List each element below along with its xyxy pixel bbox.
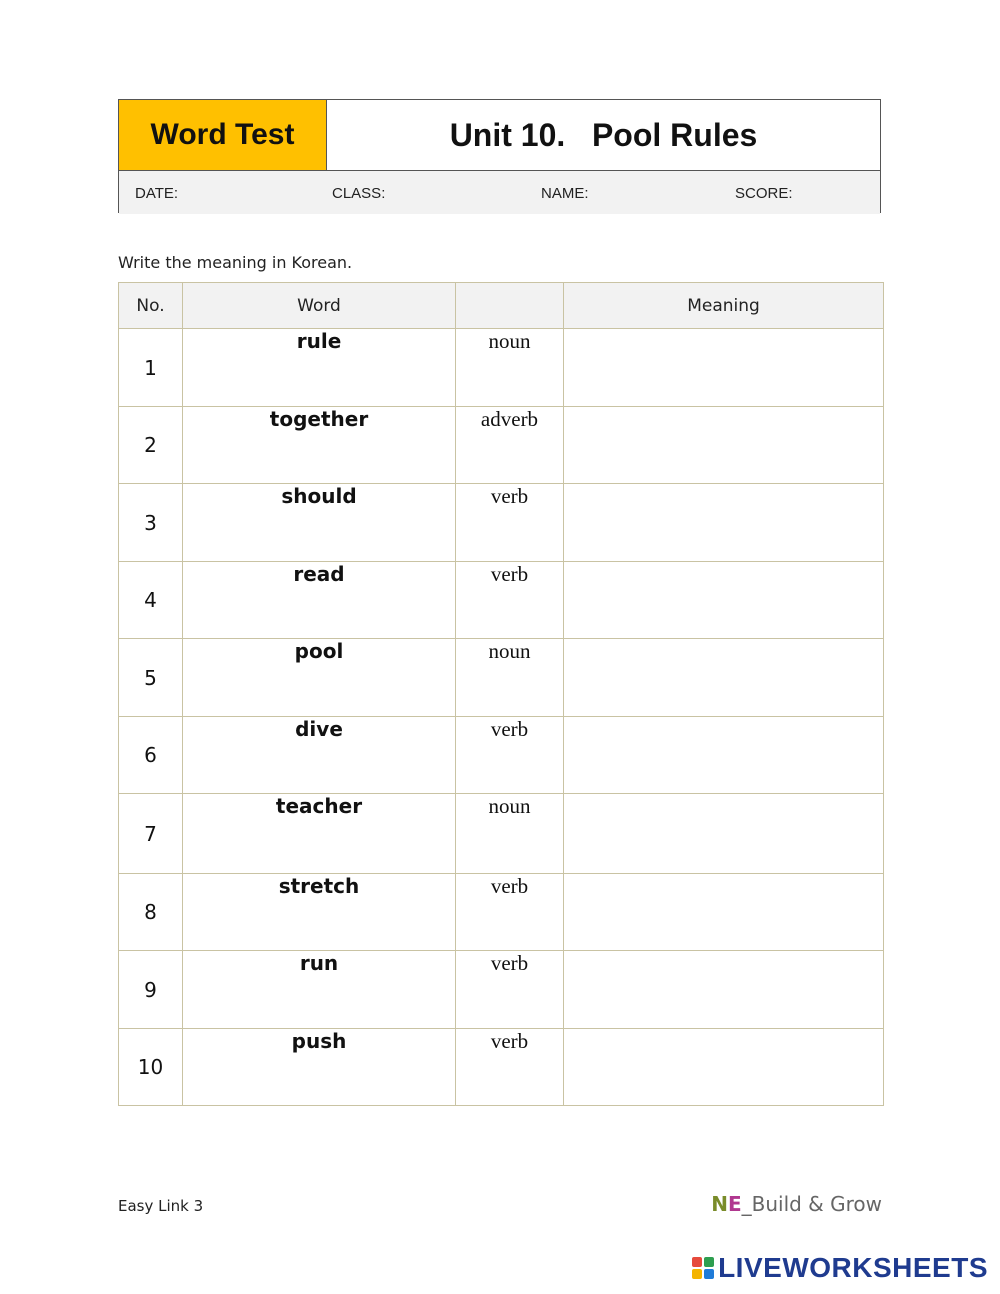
meaning-answer-cell[interactable]: [564, 562, 884, 639]
row-number: 4: [119, 562, 183, 639]
row-part-of-speech: verb: [456, 562, 564, 639]
table-row: [119, 329, 884, 407]
row-number: 9: [119, 951, 183, 1029]
table-header-row: [119, 283, 884, 329]
date-field: DATE:: [135, 185, 179, 202]
meaning-answer-cell[interactable]: [564, 1029, 884, 1106]
row-part-of-speech: verb: [456, 1029, 564, 1106]
header-title-row: [119, 100, 880, 171]
row-part-of-speech: noun: [456, 329, 564, 407]
table-row: [119, 639, 884, 717]
student-info-row: [119, 171, 880, 214]
row-number: 7: [119, 794, 183, 874]
meaning-answer-cell[interactable]: [564, 484, 884, 562]
row-part-of-speech: verb: [456, 951, 564, 1029]
column-header-meaning: Meaning: [564, 283, 884, 329]
row-word: dive: [183, 717, 456, 794]
column-header-part-of-speech: [456, 283, 564, 329]
row-number: 3: [119, 484, 183, 562]
row-part-of-speech: noun: [456, 639, 564, 717]
meaning-answer-cell[interactable]: [564, 407, 884, 484]
row-word: together: [183, 407, 456, 484]
column-header-no: No.: [119, 283, 183, 329]
name-field: NAME:: [541, 185, 589, 202]
liveworksheets-watermark: [692, 1252, 988, 1284]
row-word: teacher: [183, 794, 456, 874]
row-number: 1: [119, 329, 183, 407]
unit-title: Unit 10. Pool Rules: [449, 116, 758, 153]
meaning-answer-cell[interactable]: [564, 874, 884, 951]
class-field: CLASS:: [332, 185, 386, 202]
row-number: 10: [119, 1029, 183, 1106]
row-number: 8: [119, 874, 183, 951]
meaning-answer-cell[interactable]: [564, 717, 884, 794]
row-word: rule: [183, 329, 456, 407]
test-header: [118, 99, 881, 213]
row-number: 6: [119, 717, 183, 794]
table-row: [119, 794, 884, 874]
liveworksheets-logo-icon: [692, 1257, 714, 1279]
book-title: Easy Link 3: [118, 1197, 204, 1215]
word-table: [118, 282, 884, 1106]
row-word: pool: [183, 639, 456, 717]
table-row: [119, 717, 884, 794]
row-part-of-speech: noun: [456, 794, 564, 874]
row-word: run: [183, 951, 456, 1029]
meaning-answer-cell[interactable]: [564, 639, 884, 717]
word-test-label: Word Test: [119, 100, 327, 170]
row-word: read: [183, 562, 456, 639]
row-word: stretch: [183, 874, 456, 951]
liveworksheets-wordmark: LIVEWORKSHEETS: [718, 1252, 988, 1283]
row-word: should: [183, 484, 456, 562]
score-field: SCORE:: [735, 185, 793, 202]
row-part-of-speech: adverb: [456, 407, 564, 484]
table-row: [119, 874, 884, 951]
meaning-answer-cell[interactable]: [564, 794, 884, 874]
table-row: [119, 1029, 884, 1106]
table-row: [119, 562, 884, 639]
row-part-of-speech: verb: [456, 717, 564, 794]
row-number: 5: [119, 639, 183, 717]
meaning-answer-cell[interactable]: [564, 951, 884, 1029]
row-word: push: [183, 1029, 456, 1106]
table-row: [119, 951, 884, 1029]
row-part-of-speech: verb: [456, 484, 564, 562]
publisher-logo: NE_Build & Grow: [711, 1192, 882, 1216]
table-row: [119, 484, 884, 562]
column-header-word: Word: [183, 283, 456, 329]
row-part-of-speech: verb: [456, 874, 564, 951]
table-row: [119, 407, 884, 484]
instruction-text: Write the meaning in Korean.: [118, 253, 353, 272]
meaning-answer-cell[interactable]: [564, 329, 884, 407]
row-number: 2: [119, 407, 183, 484]
